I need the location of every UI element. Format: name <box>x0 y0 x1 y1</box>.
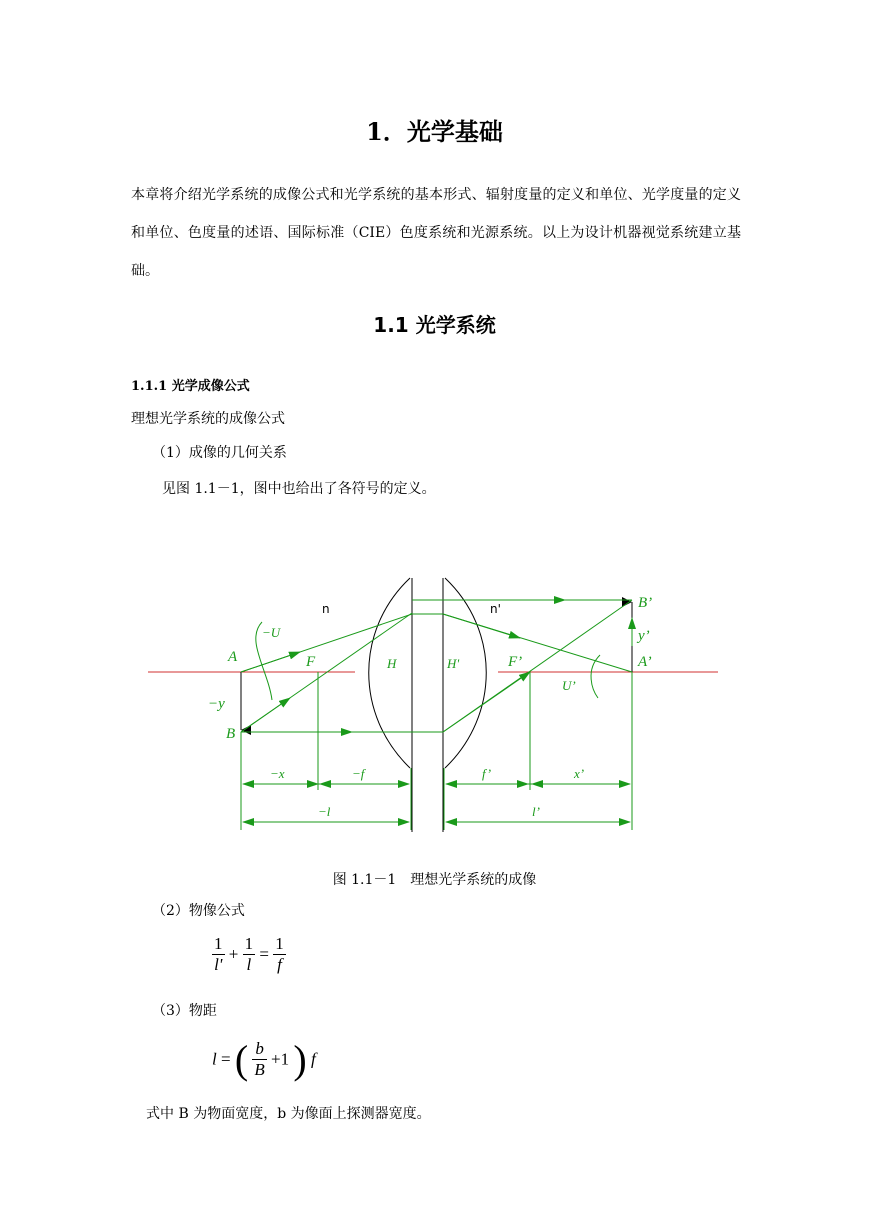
label-f-prime-dim: f’ <box>482 766 492 781</box>
imaging-diagram <box>0 560 869 850</box>
eq2-f: f <box>310 1049 316 1069</box>
definition-note: 式中 B 为物面宽度，b 为像面上探测器宽度。 <box>146 1106 431 1122</box>
label-neg-x: −x <box>270 766 285 781</box>
eq1-den1: l' <box>214 955 223 974</box>
label-b-prime: B’ <box>638 595 653 611</box>
eq1-plus: + <box>228 944 239 964</box>
eq1-num3: 1 <box>275 934 284 953</box>
eq1-num2: 1 <box>244 934 254 953</box>
label-a: A <box>228 649 238 665</box>
eq1-den2: l <box>246 955 252 974</box>
subsection-title: 1.1.1 光学成像公式 <box>131 379 250 394</box>
label-f: F <box>306 654 316 670</box>
eq2-lhs: l <box>212 1049 217 1069</box>
label-y-prime: y’ <box>638 628 650 644</box>
equation-image-formula <box>212 934 286 975</box>
equation-object-distance: l = ( $\frac{b}{B}$ +1 ) f <box>212 1037 316 1082</box>
label-neg-l: −l <box>318 804 331 819</box>
eq2-den: B <box>254 1060 265 1079</box>
item-1: （1）成像的几何关系 <box>152 445 287 461</box>
ideal-system-label: 理想光学系统的成像公式 <box>131 411 285 427</box>
eq1-den3: f <box>277 955 282 974</box>
item-2: （2）物像公式 <box>152 903 245 919</box>
item-1-description: 见图 1.1－1，图中也给出了各符号的定义。 <box>162 481 436 497</box>
eq2-equals: = <box>220 1049 231 1069</box>
eq2-plus-one: +1 <box>271 1049 290 1069</box>
item-3: （3）物距 <box>152 1003 217 1019</box>
eq2-num: b <box>252 1039 266 1060</box>
label-neg-y: −y <box>208 696 225 712</box>
label-b: B <box>226 726 236 742</box>
label-neg-u: −U <box>262 625 281 640</box>
label-a-prime: A’ <box>638 654 652 670</box>
ray-group <box>241 600 632 732</box>
eq1-equals: = <box>259 944 269 964</box>
label-h: H <box>387 656 397 671</box>
chapter-title: 1．光学基础 <box>366 117 503 146</box>
label-h-prime: H' <box>447 656 460 671</box>
intro-paragraph: 本章将介绍光学系统的成像公式和光学系统的基本形式、辐射度量的定义和单位、光学度量的定义和单位、色度量的述语、国际标准（CIE）色度系统和光源系统。以上为设计机器视觉系统建立基础。 <box>131 187 741 279</box>
lens-left <box>369 578 410 768</box>
label-f-prime: F’ <box>508 654 523 670</box>
label-u-prime: U’ <box>562 678 576 693</box>
figure-caption: 图 1.1－1 理想光学系统的成像 <box>332 872 537 888</box>
eq1-num1: 1 <box>214 934 223 953</box>
label-n-prime: n' <box>490 602 501 616</box>
label-x-prime: x’ <box>574 766 585 781</box>
lens-right <box>445 578 486 768</box>
section-title: 1.1 光学系统 <box>373 313 496 337</box>
label-l-prime: l’ <box>532 804 540 819</box>
label-neg-f: −f <box>352 766 365 781</box>
label-n: n <box>322 602 330 616</box>
